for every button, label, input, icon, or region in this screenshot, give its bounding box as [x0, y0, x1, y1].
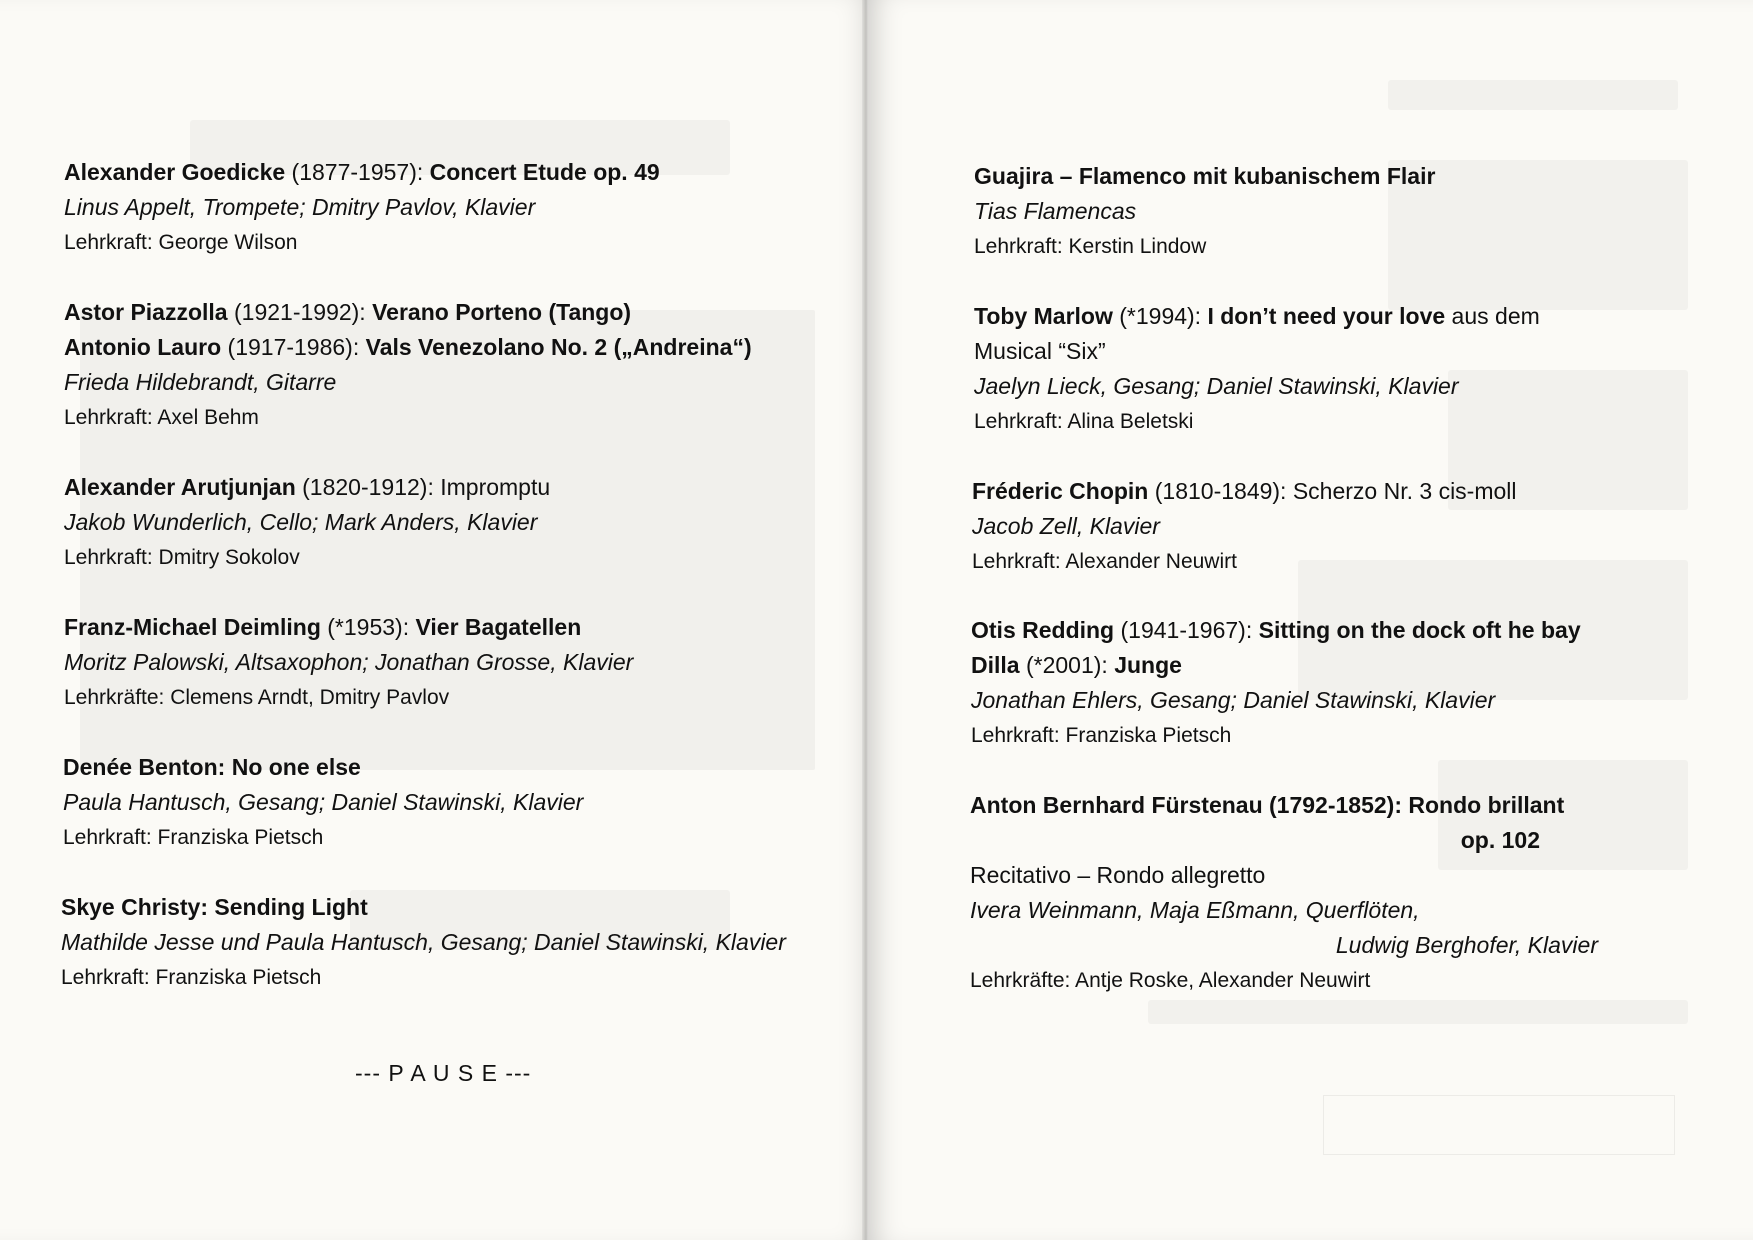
program-entry [974, 299, 1540, 439]
teacher: Lehrkraft: Franziska Pietsch [61, 966, 322, 989]
teacher: Lehrkraft: George Wilson [64, 231, 298, 254]
composer-dates: (1921-1992): [227, 299, 373, 325]
teacher: Lehrkraft: Alina Beletski [974, 410, 1194, 433]
separator: : [200, 894, 215, 920]
composer-name: Franz-Michael Deimling [64, 614, 321, 640]
composer-name: Alexander Arutjunjan [64, 474, 296, 500]
composer-name: Skye Christy [61, 894, 201, 920]
teacher: Lehrkraft: Kerstin Lindow [974, 235, 1207, 258]
piece-title: Vier Bagatellen [415, 614, 582, 640]
piece-opus: op. 102 [1460, 827, 1540, 853]
performers: Jaelyn Lieck, Gesang; Daniel Stawinski, Klavier [974, 373, 1459, 399]
teacher: Lehrkraft: Alexander Neuwirt [972, 550, 1237, 573]
performers: Paula Hantusch, Gesang; Daniel Stawinski, Klavier [63, 789, 584, 815]
piece-title: Guajira – Flamenco mit kubanischem Flair [974, 163, 1436, 189]
piece-title: Sending Light [214, 894, 368, 920]
program-entry [63, 750, 583, 855]
composer-dates: (1917-1986): [221, 334, 366, 360]
performers: Ivera Weinmann, Maja Eßmann, Querflöten, [970, 897, 1420, 923]
composer-dates: (*1953): [320, 614, 416, 640]
composer-dates: (*1994): [1112, 303, 1208, 329]
show-through-footer [1148, 1000, 1688, 1024]
teacher: Lehrkraft: Franziska Pietsch [971, 724, 1232, 747]
movement: Recitativo – Rondo allegretto [970, 862, 1266, 888]
piece-title: Sitting on the dock oft he bay [1258, 617, 1581, 643]
performers: Jakob Wunderlich, Cello; Mark Anders, Klavier [64, 509, 538, 535]
right-page [868, 0, 1753, 1240]
piece-title: Concert Etude op. 49 [429, 159, 660, 185]
title-suffix: aus dem [1445, 303, 1540, 329]
piece-title: Verano Porteno (Tango) [372, 299, 632, 325]
composer-name: Astor Piazzolla [64, 299, 228, 325]
composer-name: Denée Benton [63, 754, 218, 780]
program-entry [64, 610, 633, 715]
teacher: Lehrkraft: Dmitry Sokolov [64, 546, 300, 569]
program-entry [64, 155, 660, 260]
teacher: Lehrkraft: Axel Behm [64, 406, 259, 429]
left-page [0, 0, 868, 1240]
program-entry [64, 470, 550, 575]
composer-dates: (*2001): [1019, 652, 1115, 678]
composer-name: Fréderic Chopin [972, 478, 1149, 504]
composer-dates: (1810-1849): [1148, 478, 1293, 504]
show-through-logos [1323, 1095, 1675, 1155]
pause-label: --- P A U S E --- [355, 1060, 532, 1086]
performers: Moritz Palowski, Altsaxophon; Jonathan Grosse, Klavier [64, 649, 634, 675]
piece-title: Vals Venezolano No. 2 („Andreina“) [365, 334, 752, 360]
composer-dates: (1820-1912): [295, 474, 441, 500]
program-entry [974, 159, 1435, 264]
composer-name: Dilla [971, 652, 1020, 678]
teacher: Lehrkräfte: Clemens Arndt, Dmitry Pavlov [64, 686, 450, 709]
performers: Tias Flamencas [974, 198, 1137, 224]
composer-name: Toby Marlow [974, 303, 1113, 329]
program-entry [972, 474, 1517, 579]
piece-title: Junge [1114, 652, 1182, 678]
show-through-heading [1388, 80, 1678, 110]
performers: Mathilde Jesse und Paula Hantusch, Gesang; Daniel Stawinski, Klavier [61, 929, 786, 955]
performers: Jacob Zell, Klavier [972, 513, 1160, 539]
composer-name: Antonio Lauro [64, 334, 222, 360]
title-continuation: Musical “Six” [974, 338, 1106, 364]
piece-title: I don’t need your love [1207, 303, 1446, 329]
program-entry [971, 613, 1581, 753]
piece-title: No one else [231, 754, 361, 780]
teacher: Lehrkraft: Franziska Pietsch [63, 826, 324, 849]
performers: Linus Appelt, Trompete; Dmitry Pavlov, Klavier [64, 194, 536, 220]
program-entry [61, 890, 786, 995]
composer-name: Otis Redding [971, 617, 1115, 643]
performers-continued: Ludwig Berghofer, Klavier [1335, 932, 1598, 958]
composer-dates: (1877-1957): [285, 159, 430, 185]
performers: Frieda Hildebrandt, Gitarre [64, 369, 337, 395]
piece-title: Impromptu [440, 474, 551, 500]
piece-heading: Anton Bernhard Fürstenau (1792-1852): Rondo brillant [970, 792, 1565, 818]
teacher: Lehrkräfte: Antje Roske, Alexander Neuwirt [970, 969, 1371, 992]
program-entry [64, 295, 752, 435]
separator: : [217, 754, 232, 780]
performers: Jonathan Ehlers, Gesang; Daniel Stawinski, Klavier [971, 687, 1496, 713]
program-entry [970, 788, 1598, 998]
composer-dates: (1941-1967): [1114, 617, 1259, 643]
piece-title: Scherzo Nr. 3 cis-moll [1292, 478, 1517, 504]
composer-name: Alexander Goedicke [64, 159, 286, 185]
